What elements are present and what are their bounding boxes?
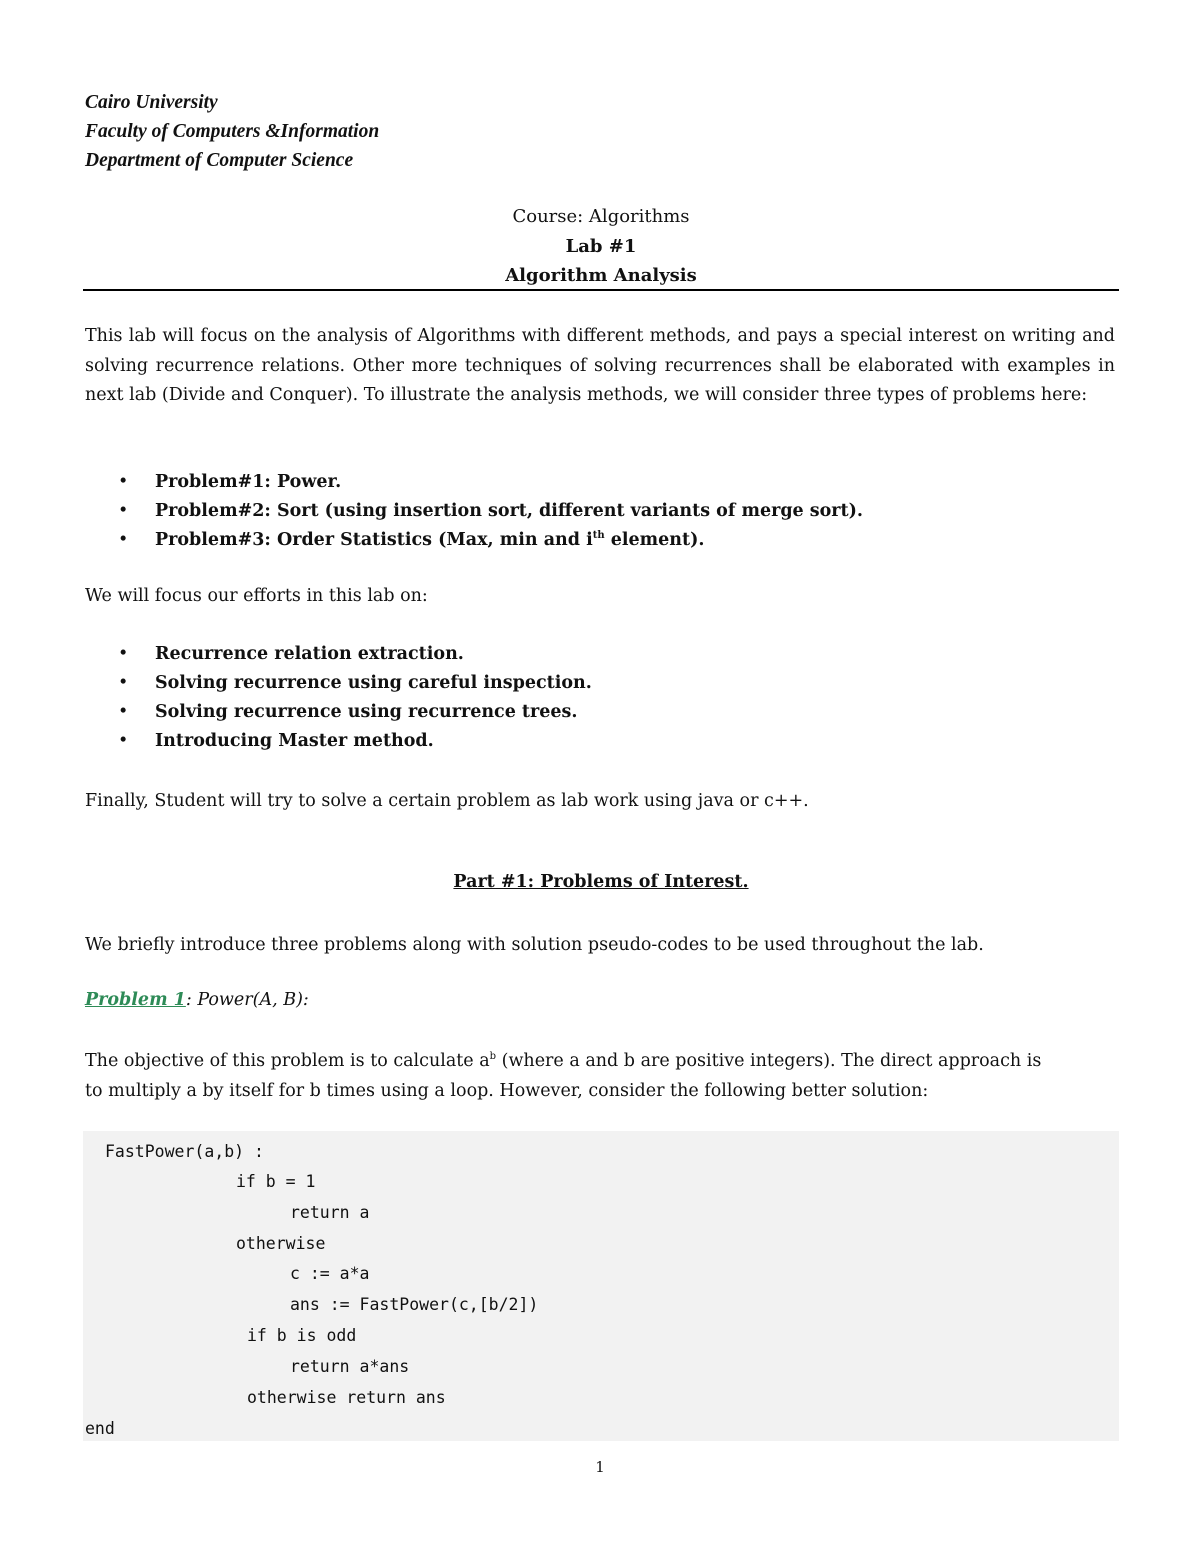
title-rule <box>83 289 1119 291</box>
list-item: • Solving recurrence using careful inspection. <box>118 673 592 693</box>
problem1-title: Problem 1: Power(A, B): <box>85 990 309 1010</box>
course-title: Course: Algorithms <box>512 206 690 227</box>
code-line: if b is odd <box>247 1326 357 1345</box>
intro-paragraph: This lab will focus on the analysis of Algorithms with different methods, and pays a special interest on writing and solving recurrence relations. Other more techniques of solving recurrences shall be elaborated with examples in next lab (Divide and Conquer). To illustrate the analysis methods, we will consider three types of problems here: <box>85 326 1115 405</box>
part1-heading: Part #1: Problems of Interest. <box>453 872 749 892</box>
code-line: return a <box>290 1203 370 1222</box>
institution-header <box>85 88 379 175</box>
page-number: 1 <box>595 1458 605 1476</box>
problem1-label: Problem 1 <box>85 990 186 1010</box>
lab-number: Lab #1 <box>565 235 637 257</box>
code-line: if b = 1 <box>236 1172 316 1191</box>
list-item: • Problem#1: Power. <box>118 472 342 492</box>
department-name: Department of Computer Science <box>85 150 354 171</box>
faculty-name: Faculty of Computers &Information <box>85 121 380 142</box>
list-item: • Recurrence relation extraction. <box>118 644 464 664</box>
code-line: c := a*a <box>290 1264 370 1283</box>
finally-paragraph: Finally, Student will try to solve a certain problem as lab work using java or c++. <box>85 791 809 811</box>
list-item: • Introducing Master method. <box>118 731 434 751</box>
code-line: otherwise return ans <box>247 1388 446 1407</box>
university-name: Cairo University <box>85 92 218 113</box>
list-item: • Solving recurrence using recurrence trees. <box>118 702 578 722</box>
title-block <box>83 202 1119 291</box>
part1-intro: We briefly introduce three problems along with solution pseudo-codes to be used throughout the lab. <box>85 935 984 955</box>
code-line: otherwise <box>236 1234 326 1253</box>
objective-paragraph: The objective of this problem is to calculate $a^b$ (where a and b are positive integers). The direct approach is to multiply a by itself for b times using a loop. However, consider the following better solution: <box>85 1051 1042 1101</box>
problems-list <box>85 468 863 555</box>
code-line: FastPower(a,b) : <box>105 1142 264 1161</box>
focus-intro: We will focus our efforts in this lab on: <box>85 586 428 606</box>
lab-topic: Algorithm Analysis <box>505 265 697 286</box>
focus-list <box>85 640 592 756</box>
code-line: end <box>85 1419 115 1438</box>
list-item: • Problem#2: Sort (using insertion sort, different variants of merge sort). <box>118 501 863 521</box>
code-line: ans := FastPower(c,[b/2]) <box>290 1295 539 1314</box>
code-line: return a*ans <box>290 1357 410 1376</box>
list-item: • Problem#3: Order Statistics (Max, min and $i^{th}$ element). <box>118 530 705 550</box>
